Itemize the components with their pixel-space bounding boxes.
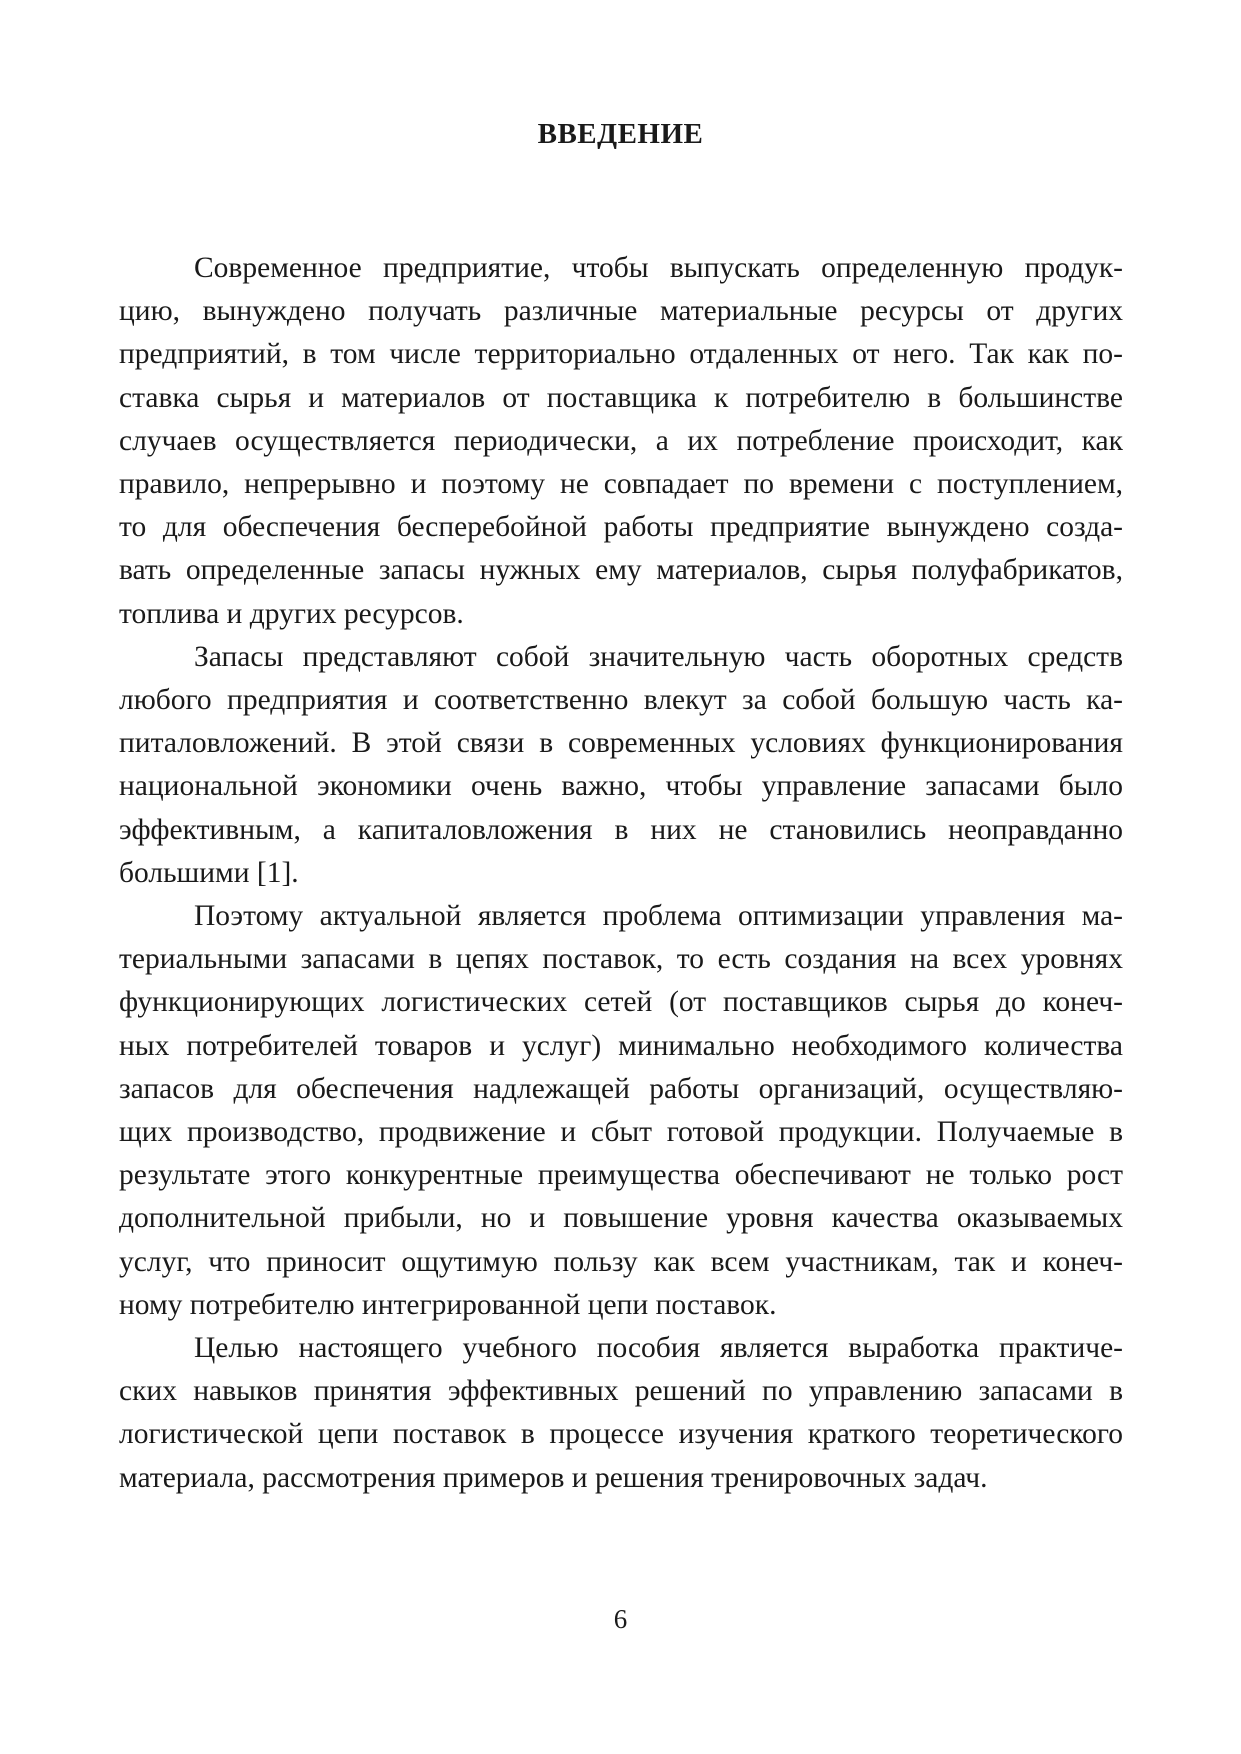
text-line: Запасы представляют собой значительную часть оборотных средств	[194, 640, 1123, 673]
text-line: Целью настоящего учебного пособия является выработка практиче-	[194, 1332, 1123, 1365]
text-line: питаловложений. В этой связи в современных условиях функционирования	[119, 727, 1123, 760]
text-line: ставка сырья и материалов от поставщика к потребителю в большинстве	[119, 381, 1123, 414]
page-title: ВВЕДЕНИЕ	[537, 118, 704, 150]
text-line: услуг, что приносит ощутимую пользу как всем участникам, так и конеч-	[119, 1245, 1123, 1278]
page-number: 6	[613, 1604, 628, 1634]
text-line: эффективным, а капиталовложения в них не становились неоправданно	[119, 813, 1123, 846]
text-line: ских навыков принятия эффективных решений по управлению запасами в	[119, 1375, 1123, 1408]
text-line: цию, вынуждено получать различные материальные ресурсы от других	[119, 295, 1123, 328]
text-line: предприятий, в том числе территориально отдаленных от него. Так как по-	[119, 338, 1123, 371]
text-line: топлива и других ресурсов.	[119, 597, 464, 630]
text-line: материала, рассмотрения примеров и решения тренировочных задач.	[119, 1461, 988, 1494]
text-line: Поэтому актуальной является проблема оптимизации управления ма-	[194, 900, 1123, 933]
paragraph-2	[119, 636, 1123, 895]
text-line: щих производство, продвижение и сбыт готовой продукции. Получаемые в	[119, 1116, 1123, 1149]
paragraph-4	[119, 1327, 1123, 1500]
text-line: дополнительной прибыли, но и повышение уровня качества оказываемых	[119, 1202, 1123, 1235]
text-line: ных потребителей товаров и услуг) минимально необходимого количества	[119, 1029, 1123, 1062]
text-line: то для обеспечения бесперебойной работы предприятие вынуждено созда-	[119, 511, 1123, 544]
text-line: териальными запасами в цепях поставок, то есть создания на всех уровнях	[119, 943, 1123, 976]
text-line: большими [1].	[119, 856, 299, 889]
paragraph-1	[119, 247, 1123, 636]
text-line: результате этого конкурентные преимущества обеспечивают не только рост	[119, 1159, 1123, 1192]
text-line: случаев осуществляется периодически, а их потребление происходит, как	[119, 424, 1123, 457]
text-line: запасов для обеспечения надлежащей работы организаций, осуществляю-	[119, 1072, 1123, 1105]
text-line: любого предприятия и соответственно влекут за собой большую часть ка-	[119, 684, 1123, 717]
text-line: правило, непрерывно и поэтому не совпадает по времени с поступлением,	[119, 468, 1123, 501]
body-text	[119, 247, 1123, 1500]
text-line: национальной экономики очень важно, чтобы управление запасами было	[119, 770, 1123, 803]
text-line: вать определенные запасы нужных ему материалов, сырья полуфабрикатов,	[119, 554, 1123, 587]
paragraph-3	[119, 895, 1123, 1327]
text-line: функционирующих логистических сетей (от поставщиков сырья до конеч-	[119, 986, 1123, 1019]
text-line: ному потребителю интегрированной цепи поставок.	[119, 1288, 777, 1321]
text-line: логистической цепи поставок в процессе изучения краткого теоретического	[119, 1418, 1123, 1451]
text-line: Современное предприятие, чтобы выпускать определенную продук-	[194, 252, 1123, 284]
